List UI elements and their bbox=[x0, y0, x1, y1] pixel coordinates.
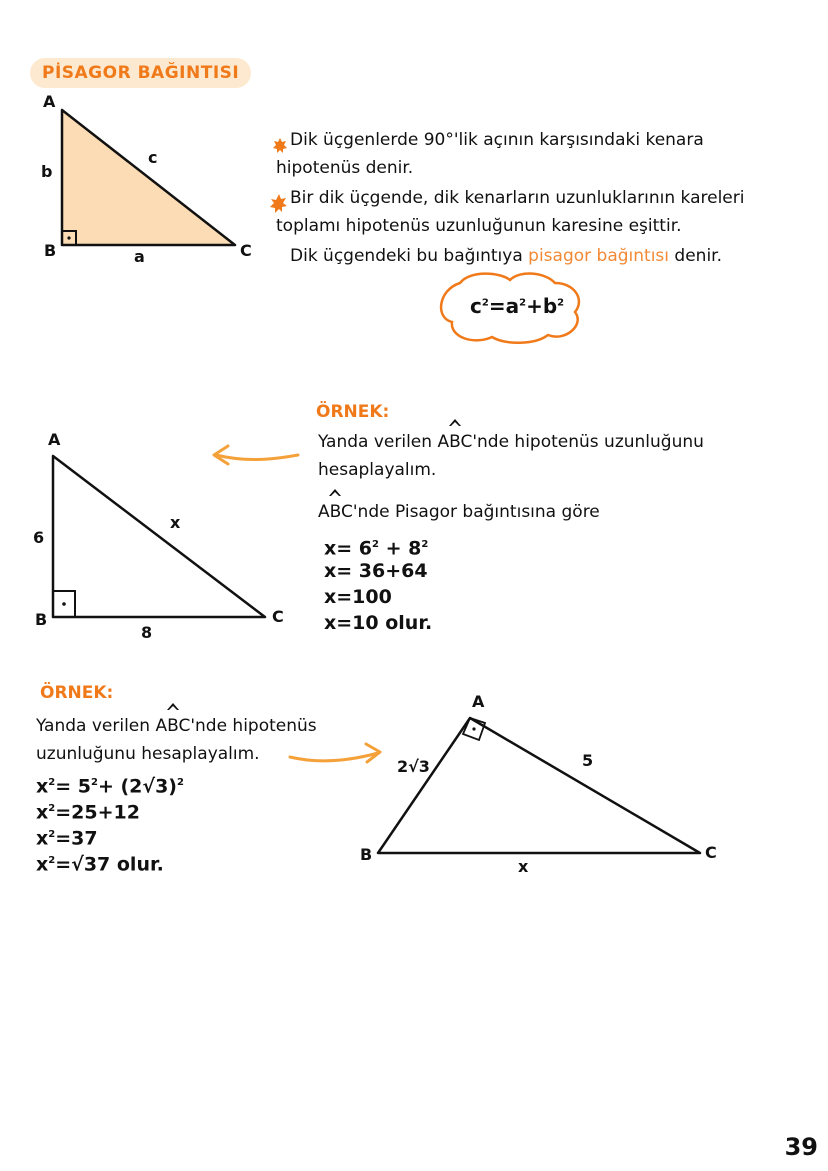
page-number: 39 bbox=[784, 1133, 818, 1161]
arrow-right-icon bbox=[290, 744, 380, 762]
ex2-side-ab: 2√3 bbox=[397, 757, 430, 776]
ex2-side-bc: x bbox=[518, 857, 529, 876]
ex1-vertex-c: C bbox=[272, 607, 284, 626]
example2-step-1: $x^2= 5^2+ (2√3)^2$ bbox=[36, 775, 184, 798]
bullet-1-line-2: hipotenüs denir. bbox=[276, 158, 414, 178]
pythagoras-formula: $c^2=a^2+b^2$ bbox=[470, 294, 565, 318]
vertex-label-a: A bbox=[43, 92, 56, 111]
pisagor-highlight: pisagor bağıntısı bbox=[528, 246, 670, 266]
ex1-side-x: x bbox=[170, 513, 181, 532]
example1-line-3: ABC'nde Pisagor bağıntısına göre bbox=[318, 498, 600, 526]
example1-step-1: $x= 6^2 + 8^2$ bbox=[324, 537, 429, 560]
example1-line-2: hesaplayalım. bbox=[318, 460, 437, 480]
example2-line-1: Yanda verilen ABC'nde hipotenüs bbox=[36, 712, 317, 740]
ex1-vertex-b: B bbox=[35, 610, 48, 629]
example1-triangle bbox=[53, 456, 265, 617]
bullet-2-line-1: Bir dik üçgende, dik kenarların uzunluklarının kareleri bbox=[290, 188, 745, 208]
example1-line-1: Yanda verilen ABC'nde hipotenüs uzunluğunu bbox=[318, 428, 704, 456]
example1-step-2: x= 36+64 bbox=[324, 560, 428, 582]
vertex-label-c: C bbox=[240, 241, 252, 260]
example1-title: ÖRNEK: bbox=[316, 402, 390, 422]
ex2-vertex-b: B bbox=[360, 845, 373, 864]
example2-title: ÖRNEK: bbox=[40, 683, 114, 703]
section-title: PİSAGOR BAĞINTISI bbox=[30, 58, 251, 88]
ex1-side-6: 6 bbox=[33, 528, 45, 547]
example2-line-2: uzunluğunu hesaplayalım. bbox=[36, 744, 260, 764]
example2-step-3: $x^2=37$ bbox=[36, 827, 98, 850]
main-triangle bbox=[62, 110, 235, 245]
bullet-2-line-2: toplamı hipotenüs uzunluğunun karesine eşittir. bbox=[276, 216, 682, 236]
side-label-b: b bbox=[41, 162, 53, 181]
example1-step-3: x=100 bbox=[324, 586, 392, 608]
ex2-side-ac: 5 bbox=[582, 751, 594, 770]
vertex-label-b: B bbox=[44, 241, 57, 260]
side-label-a: a bbox=[134, 247, 145, 266]
relation-sentence: Dik üçgendeki bu bağıntıya pisagor bağıntısı denir. bbox=[290, 246, 723, 266]
arrow-left-icon bbox=[214, 446, 298, 464]
ex2-vertex-c: C bbox=[705, 843, 717, 862]
bullet-star-icon bbox=[273, 138, 287, 153]
ex2-vertex-a: A bbox=[472, 692, 485, 711]
ex1-vertex-a: A bbox=[48, 430, 61, 449]
ex1-side-8: 8 bbox=[141, 623, 153, 642]
example1-step-4: x=10 olur. bbox=[324, 612, 433, 634]
example2-triangle bbox=[378, 718, 700, 853]
example2-step-2: $x^2=25+12$ bbox=[36, 801, 140, 824]
side-label-c: c bbox=[148, 148, 158, 167]
bullet-star-icon bbox=[270, 194, 287, 213]
bullet-1-line-1: Dik üçgenlerde 90°'lik açının karşısındaki kenara bbox=[290, 130, 704, 150]
example2-step-4: $x^2=√37$ olur. bbox=[36, 853, 164, 876]
